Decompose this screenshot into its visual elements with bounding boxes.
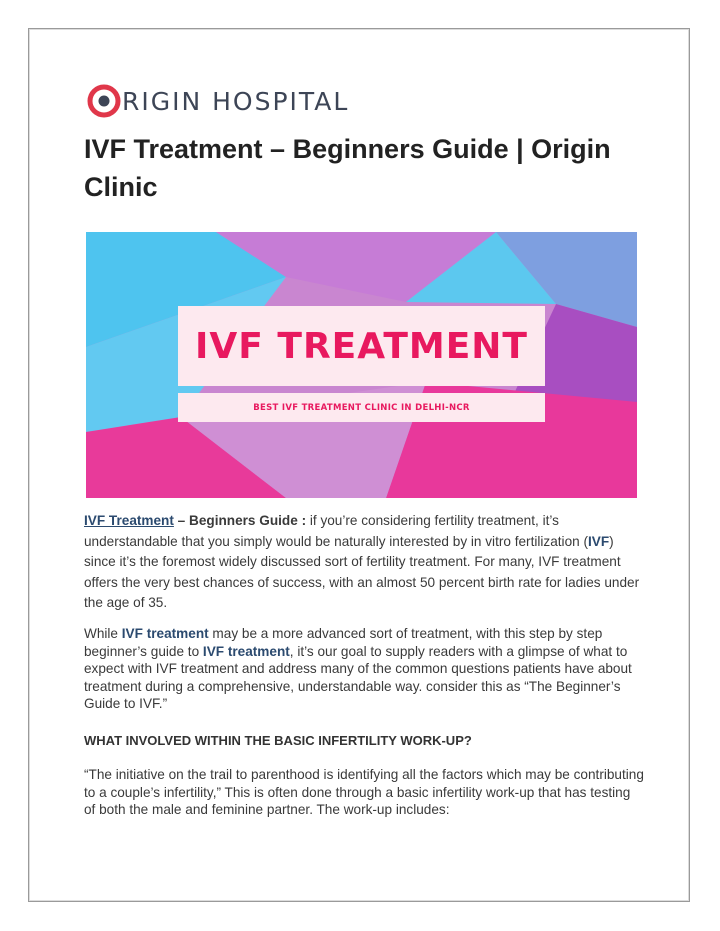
ivf-banner-image xyxy=(86,232,637,498)
banner-subtitle: BEST IVF TREATMENT CLINIC IN DELHI-NCR xyxy=(253,402,470,413)
logo-text: RIGIN HOSPITAL xyxy=(122,86,350,116)
banner-title-box xyxy=(178,306,545,386)
banner-title: IVF TREATMENT xyxy=(195,325,528,367)
para2-text-a: While xyxy=(84,626,122,641)
second-paragraph xyxy=(84,625,644,713)
para2-text-c: , it’s our goal to supply readers with a glimpse of what to expect with IVF treatment and address many of the common questions patients have about treatment during a comprehensive, understandable way. consider this as “The Beginner’s Guide to IVF.” xyxy=(84,643,632,711)
ivf-keyword: IVF xyxy=(588,533,610,549)
intro-text-a: if you’re considering fertility treatment, it’s understandable that you simply would be naturally interested by in vitro fertilization ( xyxy=(84,513,588,549)
intro-lead: – Beginners Guide : xyxy=(173,513,310,528)
ivf-treatment-keyword-2: IVF treatment xyxy=(202,643,290,659)
para2-text-b: may be a more advanced sort of treatment, with this step by step beginner’s guide to xyxy=(84,626,603,659)
origin-hospital-logo xyxy=(86,82,349,120)
banner-subtitle-box xyxy=(178,393,545,422)
origin-logo-mark-icon xyxy=(86,83,122,119)
intro-paragraph xyxy=(84,511,644,614)
third-paragraph: “The initiative on the trail to parenthood is identifying all the factors which may be contributing to a couple’s infertility,” This is often done through a basic infertility work-up that has testing of both the male and feminine partner. The work-up includes: xyxy=(84,767,644,817)
page-title: IVF Treatment – Beginners Guide | Origin Clinic xyxy=(84,134,611,202)
section-heading: WHAT INVOLVED WITHIN THE BASIC INFERTILITY WORK-UP? xyxy=(84,733,472,748)
ivf-treatment-keyword-1: IVF treatment xyxy=(121,626,209,641)
intro-text-b: ) since it’s the foremost widely discussed sort of fertility treatment. For many, IVF treatment offers the very best chances of success, with an almost 50 percent birth rate for ladies under the age of 35. xyxy=(84,533,640,611)
ivf-treatment-link[interactable]: IVF Treatment xyxy=(84,513,174,528)
